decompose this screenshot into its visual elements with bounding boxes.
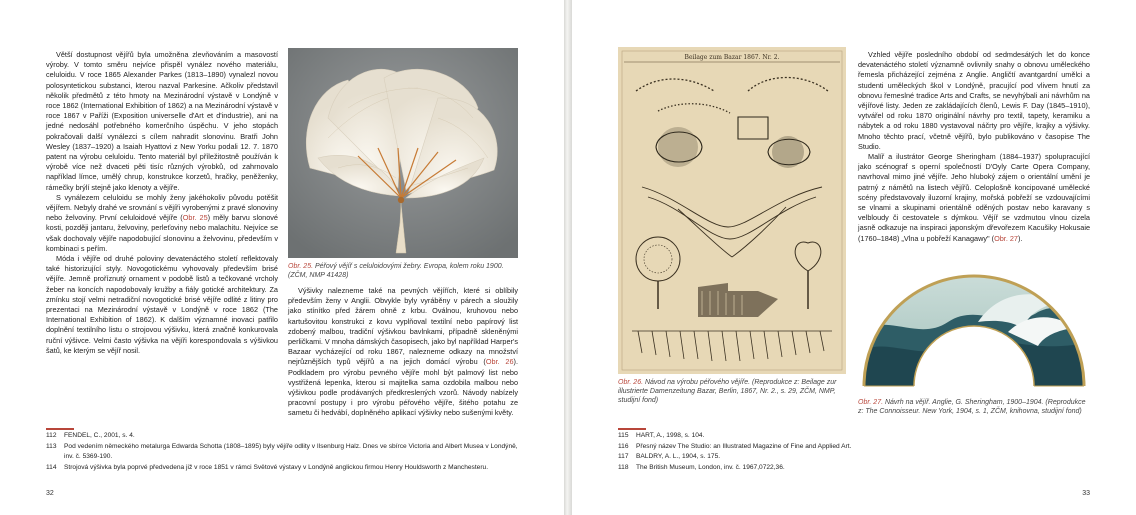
footnote: 113 Pod vedením německého metalurga Edwarda Schotta (1808–1895) byly vějíře odlity v Ilsenburg Halz. Dnes ve sbírce Victoria and Albert Musea v Londýně, inv. č. 5369-190.: [46, 442, 518, 460]
figure-27-caption: Obr. 27. Návrh na vějíř. Anglie, G. Sheringham, 1900–1904. (Reprodukce z: The Connoisseur. New York, 1904, s. 1, ZČM, knihovna, studijní fond): [858, 399, 1086, 415]
footnote: 116 Přesný název The Studio: an Illustrated Magazine of Fine and Applied Art.: [618, 442, 852, 450]
paragraph: Móda i vějíře od druhé poloviny devatenáctého století reflektovaly také historizující styly. Novogotickému vyhovovaly především brisé vějíře. Jemně proříznutý ornament v podobě listů a tečkované vrcholy žeber na koncích napodobovaly kružby a fiály gotické architektury. Za zmínku stojí velmi netradiční novogotické brisé vějíře odlité z litiny pro prezentaci na Mezinárodní výstavě v Londýně v roce 1862 (The International Exhibition of 1862). K dalším významné inovaci patřilo doplnění textilního listu o strojovou výšivku, která značně konkurovala ruční výšivce. Velmi často výšivka na vějíři korespondovala s výšivkou šatů, ke kterým se vějíř nosil.: [46, 254, 278, 355]
footnote-rule: [618, 428, 646, 430]
gutter: [564, 0, 572, 515]
sheet-header: Beilage zum Bazar 1867. Nr. 2.: [684, 54, 780, 61]
figure-25-photo: [288, 48, 518, 258]
page-number: 33: [1082, 490, 1090, 497]
figure-27-fan-design: [858, 262, 1090, 396]
paragraph: Malíř a ilustrátor George Sheringham (1884–1937) spolupracující jako scénograf s operní společností D'Oyly Carte Opera Company, navrhoval mimo jiné vějíře. Jeho hluboký zájem o orientální umění je patrný z námětů na listech vějířů. Celoplošně koncipované umělecké scény představovaly iluzorní krajiny, mořská pobřeží se vzdouvajícími se vlnami a skupinami orientálně oděných postav nebo karavany s velbloudy či cestovatele s dýmkou. Vějíř se vzdmutou vlnou cizela jasně odkazuje na inspiraci japonským dřevořezem Kacušiky Hokusaie (1760–1848) „Vlna u pobřeží Kanagawy" (Obr. 27).: [858, 152, 1090, 243]
figure-26-caption: Obr. 26. Návod na výrobu péřového vějíře. (Reprodukce z: Beilage zur illustrierte Damenzeitung Bazar, Berlin, 1867, Nr. 2., s. 29, ZČM, NMP, studijní fond): [618, 379, 837, 404]
footnote: 115 HART, A., 1998, s. 104.: [618, 432, 705, 439]
right-page: [572, 0, 1136, 515]
figure-26-scan: [618, 47, 846, 374]
pattern-sheet-illustration: [618, 47, 846, 374]
paragraph: Výšivky nalezneme také na pevných vějířích, které si oblíbily především ženy v Anglii. Obvykle byly vyráběny v párech a sloužily jako stínítko před žárem ohně z krbu. Oválnou, kruhovou nebo kartušovitou konstrukci z kovu vyplňoval textilní nebo papírový list zdobený malbou, tradiční výšivkou bavlnkami, případně skleněnými perličkami. V mnoha dámských časopisech, jako byl například Harper's Bazaar vycházející od roku 1867, nalezneme odkazy na množství nejrůznějších typů vějířů a na jejich domácí výrobu (Obr. 26). Podkladem pro výrobu pevného vějíře mohl být palmový list nebo vystřižená lepenka, kterou si majitelka sama ozdobila malbou nebo výšivkou podle prodávaných předkreslených vzorů. Návody nabízely pracovní postupy i pro výrobu péřového vějíře, šitého potahu ze sametu či hedvábí, doplněného aplikací výšivky nebo sušenými květy.: [288, 286, 518, 418]
footnotes: [46, 431, 518, 473]
feather-fan-illustration: [288, 48, 518, 258]
footnote-rule: [46, 428, 74, 430]
figure-reference[interactable]: Obr. 26: [485, 357, 514, 367]
footnote: 114 Strojová výšivka byla poprvé předvedena již v roce 1851 v rámci Světové výstavy v Londýně anglickou firmou Henry Houldsworth z Manchesteru.: [46, 463, 489, 471]
left-column-2: [288, 286, 518, 419]
paragraph: Vzhled vějíře posledního období od sedmdesátých let do konce devatenáctého století významně ovlivnily snahy o obnovu uměleckého řemesla přicházející zejména z Anglie. Angličtí avantgardní umělci a studenti uměleckých škol v Londýně, pracující pod vlivem hnutí za obnovu řemeslné tradice Arts and Crafts, se nevyhýbali ani návrhům na vějířové listy. Jeden ze zakládajících členů, Lewis F. Day (1845–1910), vytvářel od roku 1870 originální návrhy pro textil, tapety, keramiku a nábytek a od roku 1880 vystavoval náčrty pro vějíře, krajky a výšivky. Mnoho těchto prací, včetně vějířů, bylo publikováno v časopise The Studio.: [858, 50, 1090, 151]
paragraph: S vynálezem celuloidu se mohly ženy jakéhokoliv původu potěšit vějířem. Nebyly drahé ve srovnání s vějíři vyrobenými z pravé slonoviny nebo želvoviny. První celuloidové vějíře (Obr. 25) měly barvu slonové kosti, později jantaru, želvoviny, perleťoviny nebo malachitu. Nejvíce se však dochovaly vějíře napodobující slonovinu a želvovinu, především v kombinaci s peřím.: [46, 192, 278, 253]
figure-25-caption: Obr. 25. Péřový vějíř s celuloidovými žebry. Evropa, kolem roku 1900. (ZČM, NMP 41428): [288, 263, 504, 279]
footnotes: [618, 431, 1090, 473]
page-number: 32: [46, 490, 54, 497]
right-column: [858, 50, 1090, 244]
figure-reference[interactable]: Obr. 25: [182, 213, 208, 223]
figure-reference[interactable]: Obr. 27: [994, 233, 1018, 243]
left-page: [0, 0, 564, 515]
left-column-1: [46, 50, 278, 356]
footnote: 117 BALDRY, A. L., 1904, s. 175.: [618, 453, 721, 460]
footnote: 118 The British Museum, London, inv. č. 1967,0722,36.: [618, 463, 785, 471]
paragraph: Větší dostupnost vějířů byla umožněna zlevňováním a masovostí výroby. V tomto směru nejvíce přispěl vynález nového materiálu, celuloidu. V roce 1865 Alexander Parkes (1813–1890) vynalezl novou polosyntetickou substanci, kterou nazval Parkesine. Ačkoliv představil několik předmětů z této hmoty na Mezinárodní výstavě v Londýně v roce 1862 (International Exhibition of 1862) a na Mezinárodní výstavě v roce 1867 v Paříži (Exposition universelle d'Art et d'industrie), ani na jedné nedosáhl potřebného komerčního úspěchu. V jeho stopách pokračovali další vynálezci s cílem nahradit slonovinu. Bratři John Wesley (1837–1920) a Isaiah Hyattovi z New Yorku podali 12. 7. 1870 patent na výrobu celuloidu. Tento materiál byl příležitostně používán k výrobě více než dvaceti pěti tisíc různých výrobků, od zahrnovalo například límce, umělý chrup, konstrukce korzetů, hračky, peněženky, rámečky brýlí stejně jako klenoty a vějíře.: [46, 50, 278, 192]
wave-fan-illustration: [858, 262, 1090, 396]
footnote: 112 FENDEL, C., 2001, s. 4.: [46, 432, 135, 439]
